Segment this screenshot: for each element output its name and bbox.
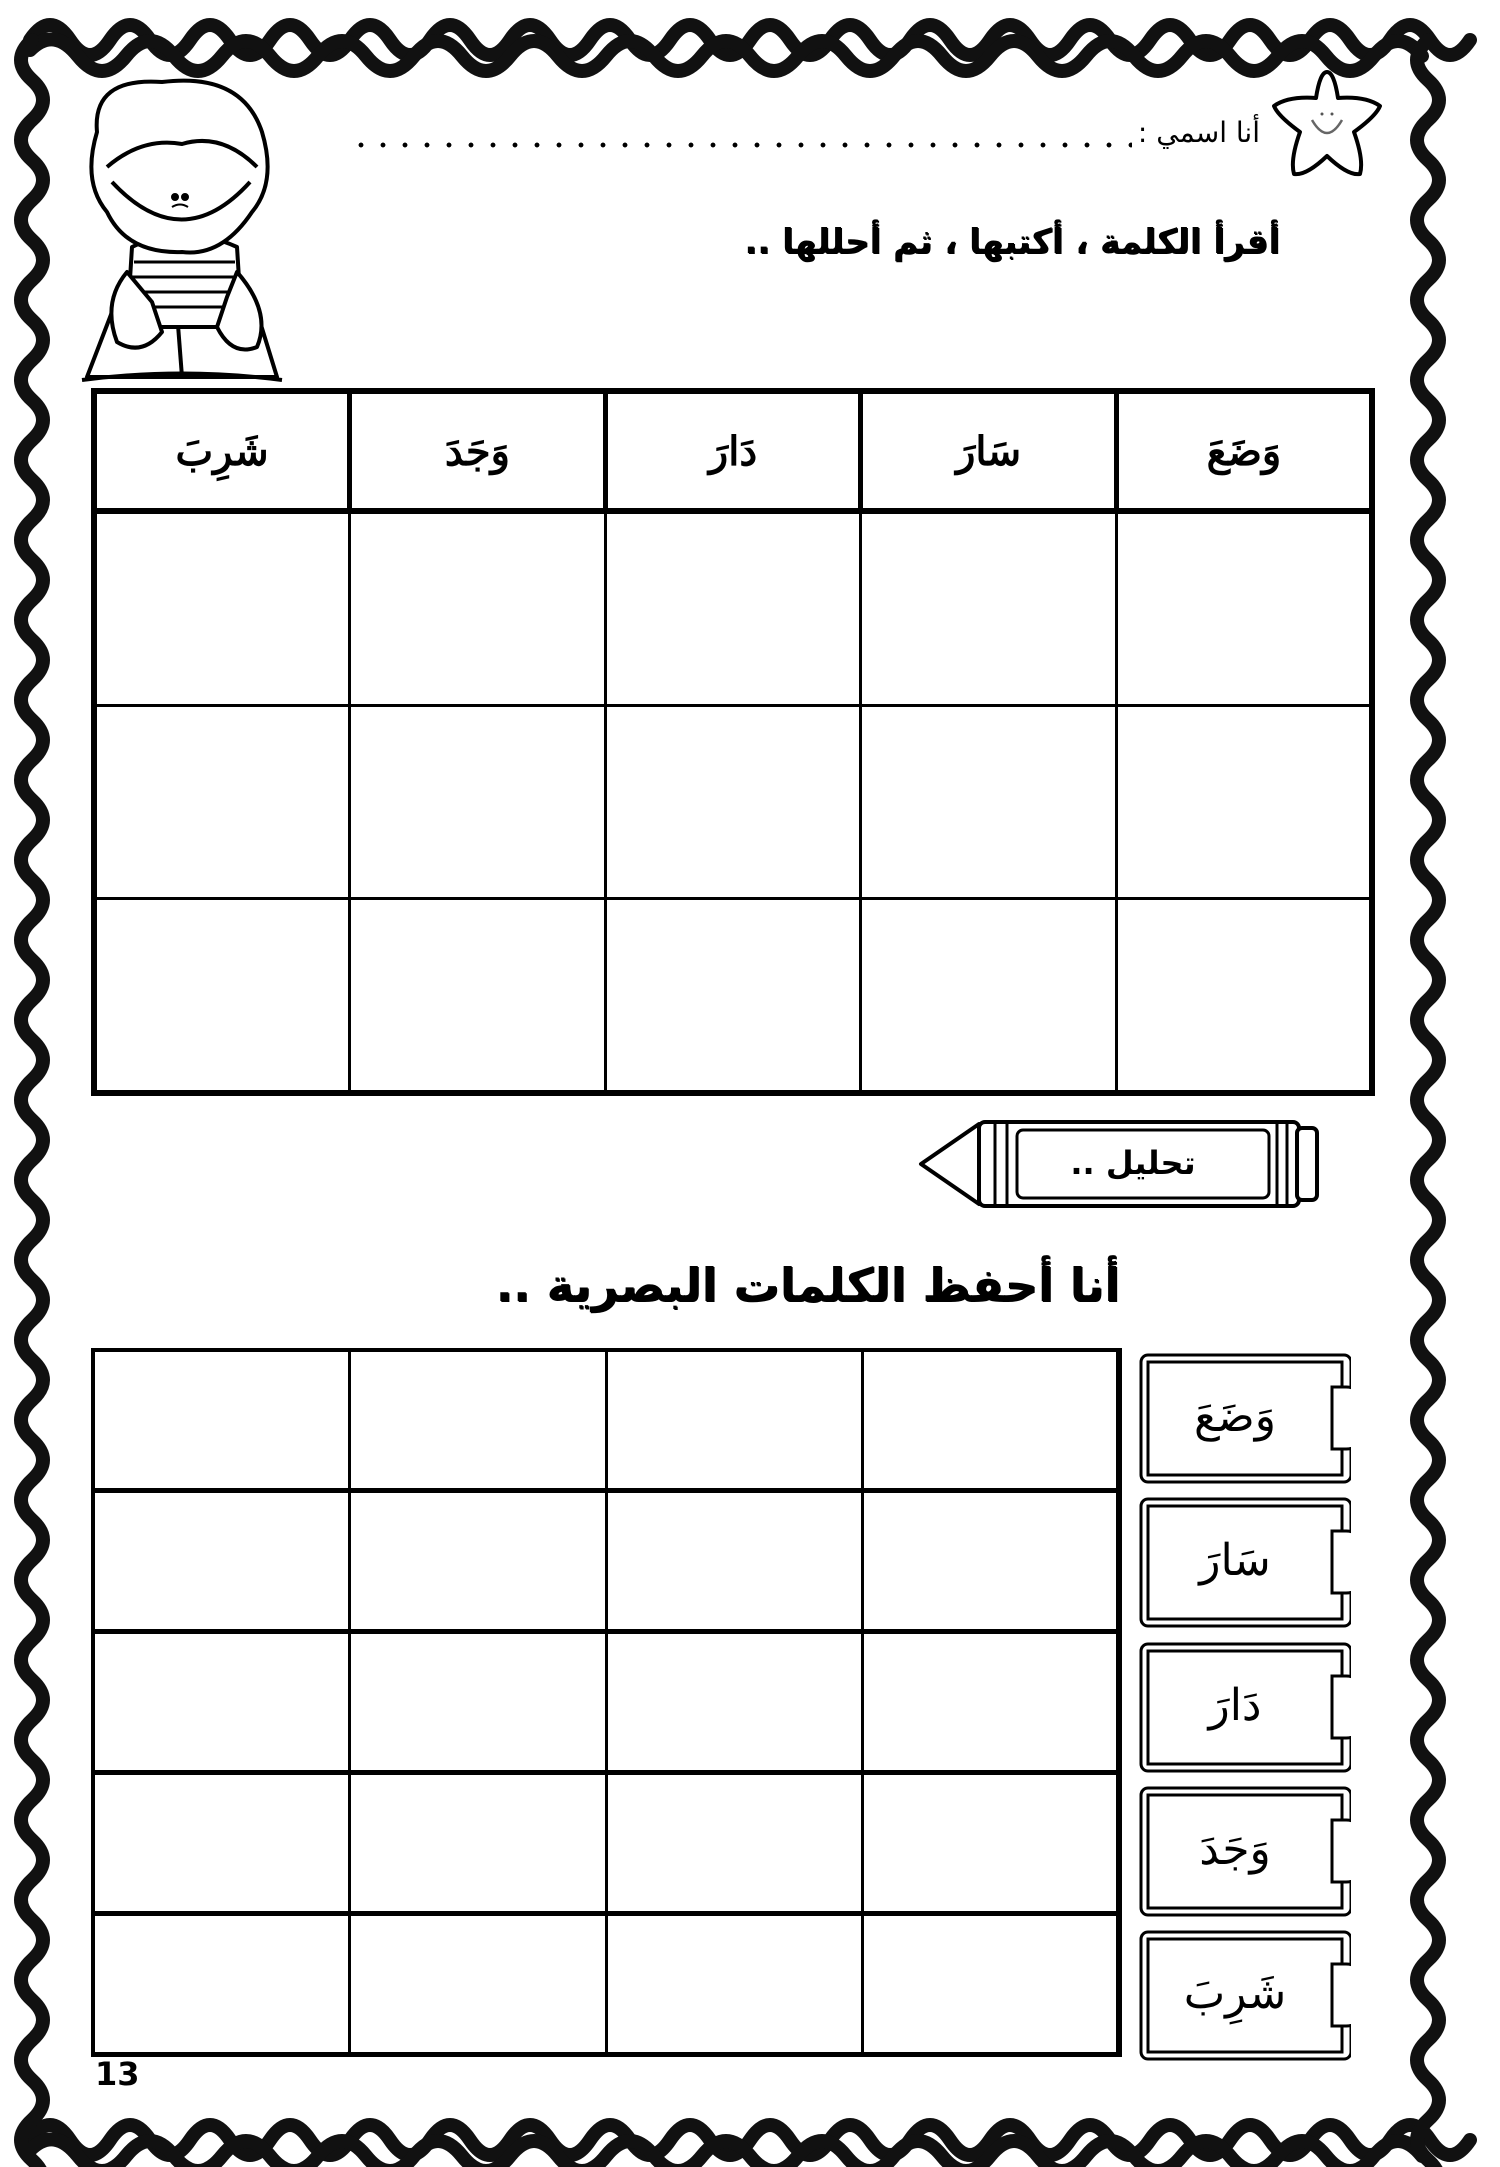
write-cell[interactable] [604,1774,862,1912]
write-cell[interactable] [860,1915,1116,2053]
write-cell[interactable] [347,1351,605,1489]
table-row [93,1350,1119,1491]
word-analysis-table [91,388,1375,1096]
section2-heading: أنا أحفظ الكلمات البصرية .. [495,1258,1120,1312]
write-cell[interactable] [347,1492,605,1630]
table-row [93,1773,1119,1914]
write-cell[interactable] [1114,706,1369,898]
write-cell[interactable] [91,1774,348,1912]
write-cell[interactable] [860,1492,1116,1630]
write-cell[interactable] [91,1492,348,1630]
write-cell[interactable] [858,513,1115,705]
write-cell[interactable] [91,1351,348,1489]
sight-word-card: شَرِبَ [1183,1968,1287,2019]
write-cell[interactable] [93,513,348,705]
write-cell[interactable] [347,513,604,705]
write-cell[interactable] [91,1633,348,1771]
write-cell[interactable] [1114,899,1369,1091]
page-number: 13 [95,2055,140,2093]
write-cell[interactable] [347,1915,605,2053]
write-cell[interactable] [858,899,1115,1091]
write-cell[interactable] [604,1351,862,1489]
write-cell[interactable] [603,899,860,1091]
table-row [94,899,1372,1094]
write-cell[interactable] [860,1351,1116,1489]
write-cell[interactable] [603,706,860,898]
name-field-row [350,108,1260,156]
column-header: وَضَعَ [1116,391,1372,511]
section1-instruction: أقرأ الكلمة ، أكتبها ، ثم أحللها .. [744,222,1280,262]
analysis-label: تحليل .. [1070,1144,1196,1182]
sight-word-card: دَارَ [1208,1680,1262,1731]
table-row [93,1914,1119,2055]
sight-word-card: سَارَ [1199,1535,1271,1586]
write-cell[interactable] [347,706,604,898]
write-cell[interactable] [347,1633,605,1771]
column-header: سَارَ [861,391,1117,511]
write-cell[interactable] [603,513,860,705]
table-row [94,706,1372,899]
write-cell[interactable] [93,706,348,898]
write-cell[interactable] [93,899,348,1091]
table-row [94,511,1372,706]
write-cell[interactable] [91,1915,348,2053]
write-cell[interactable] [347,1774,605,1912]
write-cell[interactable] [860,1774,1116,1912]
sight-words-practice-grid [91,1348,1122,2057]
write-cell[interactable] [604,1915,862,2053]
column-header: وَجَدَ [350,391,606,511]
write-cell[interactable] [1114,513,1369,705]
write-cell[interactable] [858,706,1115,898]
table-header-row [94,391,1372,511]
write-cell[interactable] [347,899,604,1091]
write-cell[interactable] [860,1633,1116,1771]
table-row [93,1632,1119,1773]
column-header: شَرِبَ [94,391,350,511]
write-cell[interactable] [604,1492,862,1630]
smiling-star-icon [1268,68,1386,180]
sight-word-card: وَجَدَ [1199,1824,1271,1875]
write-cell[interactable] [604,1633,862,1771]
sight-word-card: وَضَعَ [1193,1391,1277,1442]
name-input[interactable] [350,111,1132,153]
boy-reading-illustration [72,72,292,390]
name-label: أنا اسمي : [1137,115,1260,149]
column-header: دَارَ [605,391,861,511]
table-row [93,1491,1119,1632]
